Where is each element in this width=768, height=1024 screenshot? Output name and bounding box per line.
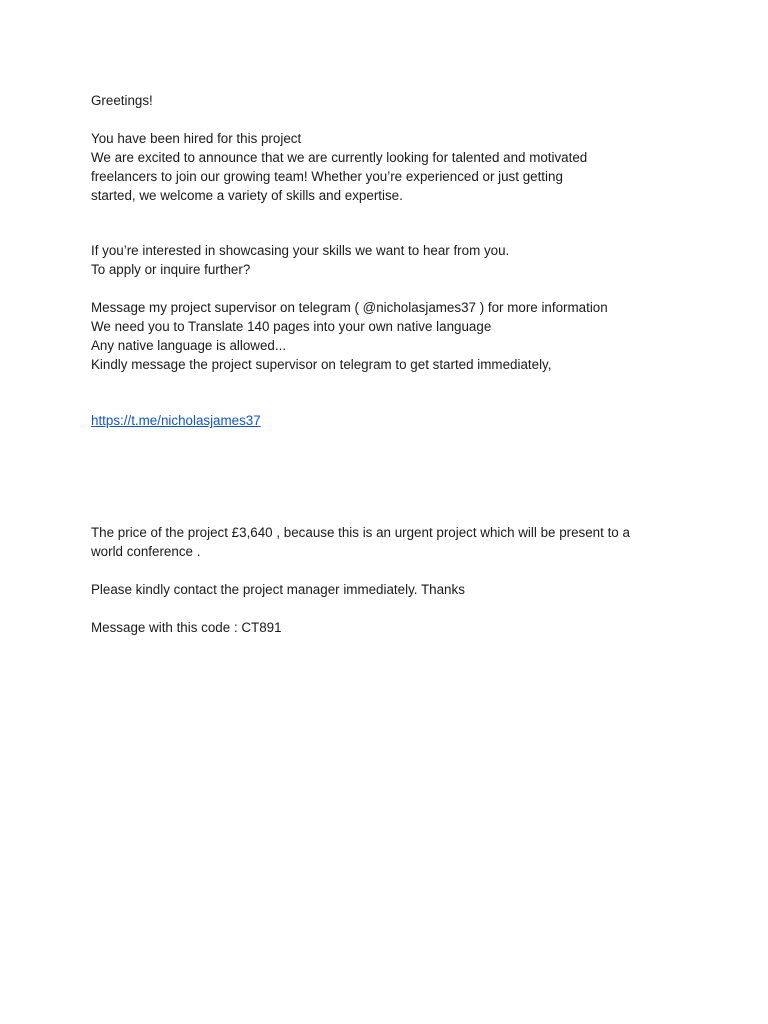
contact-text: Please kindly contact the project manager immediately. Thanks bbox=[91, 582, 465, 597]
intro-line-2: We are excited to announce that we are currently looking for talented and motivated bbox=[91, 150, 588, 165]
telegram-link[interactable]: https://t.me/nicholasjames37 bbox=[91, 413, 261, 428]
intro-line-3: freelancers to join our growing team! Whether you’re experienced or just getting bbox=[91, 169, 563, 184]
interest-line-1: If you’re interested in showcasing your skills we want to hear from you. bbox=[91, 243, 510, 258]
instructions-line-1: Message my project supervisor on telegram ( @nicholasjames37 ) for more information bbox=[91, 300, 608, 315]
instructions-line-4: Kindly message the project supervisor on telegram to get started immediately, bbox=[91, 357, 552, 372]
price-line-1: The price of the project £3,640 , because this is an urgent project which will be present to a bbox=[91, 525, 630, 540]
code-text: Message with this code : CT891 bbox=[91, 620, 282, 635]
price-line-2: world conference . bbox=[91, 544, 201, 559]
instructions-line-2: We need you to Translate 140 pages into your own native language bbox=[91, 319, 492, 334]
greeting-text: Greetings! bbox=[91, 93, 153, 108]
interest-line-2: To apply or inquire further? bbox=[91, 262, 251, 277]
instructions-line-3: Any native language is allowed... bbox=[91, 338, 287, 353]
intro-line-4: started, we welcome a variety of skills and expertise. bbox=[91, 188, 403, 203]
intro-line-1: You have been hired for this project bbox=[91, 131, 302, 146]
